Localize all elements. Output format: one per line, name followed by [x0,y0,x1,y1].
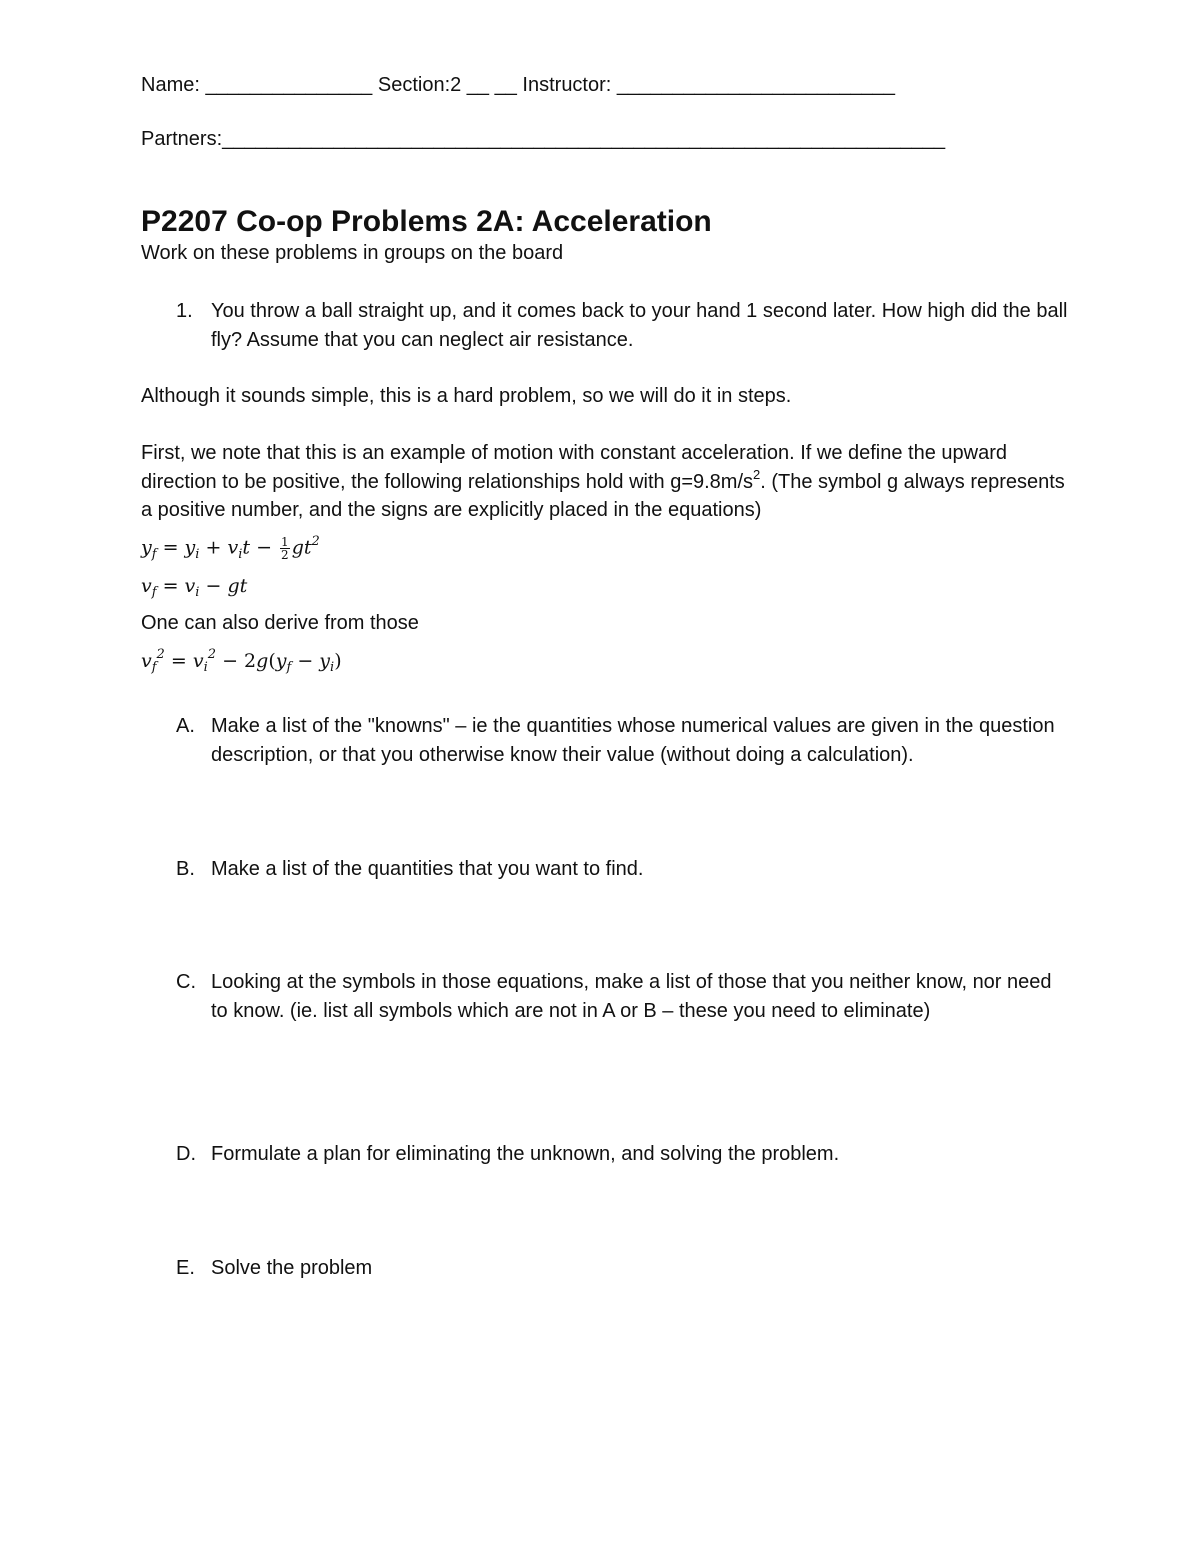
page-title: P2207 Co-op Problems 2A: Acceleration [141,205,712,238]
motion-paragraph [141,439,1071,525]
problem-number: 1. [176,300,193,322]
partners-line: Partners:_________________________________________________________________ [141,128,946,150]
step-a-letter: A. [176,715,195,737]
equation-position: $y_f = y_i + v_it$ − $\frac{1}{2}$ $gt^2$ [141,533,320,562]
step-b-letter: B. [176,858,195,880]
step-e-text: Solve the problem [211,1257,373,1279]
step-b-text: Make a list of the quantities that you want to find. [211,858,644,880]
step-c-letter: C. [176,971,196,993]
intro-text: Although it sounds simple, this is a hard problem, so we will do it in steps. [141,385,792,407]
step-a-text: Make a list of the "knowns" – ie the quantities whose numerical values are given in the question description, or that you otherwise know their value (without doing a calculation). [211,715,1055,766]
step-e-letter: E. [176,1257,195,1279]
derive-text: One can also derive from those [141,612,419,634]
motion-paragraph-part1: First, we note that this is an example of motion with constant acceleration. If we define the upward direction to be positive, the following relationships hold with g=9.8m/s [141,442,1008,493]
equation-velocity-squared: $v_f^2 = v_i^2 - 2g(y_f - y_i)$ [141,647,342,675]
step-c-text: Looking at the symbols in those equations, make a list of those that you neither know, nor need to know. (ie. list all symbols which are not in A or B – these you need to eliminate) [211,971,1052,1022]
equation-velocity: $v_f = v_i$ − gt [141,575,248,600]
motion-paragraph-exponent: 2 [753,466,761,482]
name-section-instructor-line: Name: _______________ Section:2 __ __ Instructor: _________________________ [141,74,895,96]
step-d-text: Formulate a plan for eliminating the unknown, and solving the problem. [211,1143,840,1165]
problem-text: You throw a ball straight up, and it comes back to your hand 1 second later. How high did the ball fly? Assume that you can neglect air resistance. [211,300,1068,351]
motion-paragraph-part2: . (The symbol g always represents a positive number, and the signs are explicitly placed in the equations) [141,470,1065,521]
step-d-letter: D. [176,1143,196,1165]
page-subtitle: Work on these problems in groups on the board [141,242,564,264]
